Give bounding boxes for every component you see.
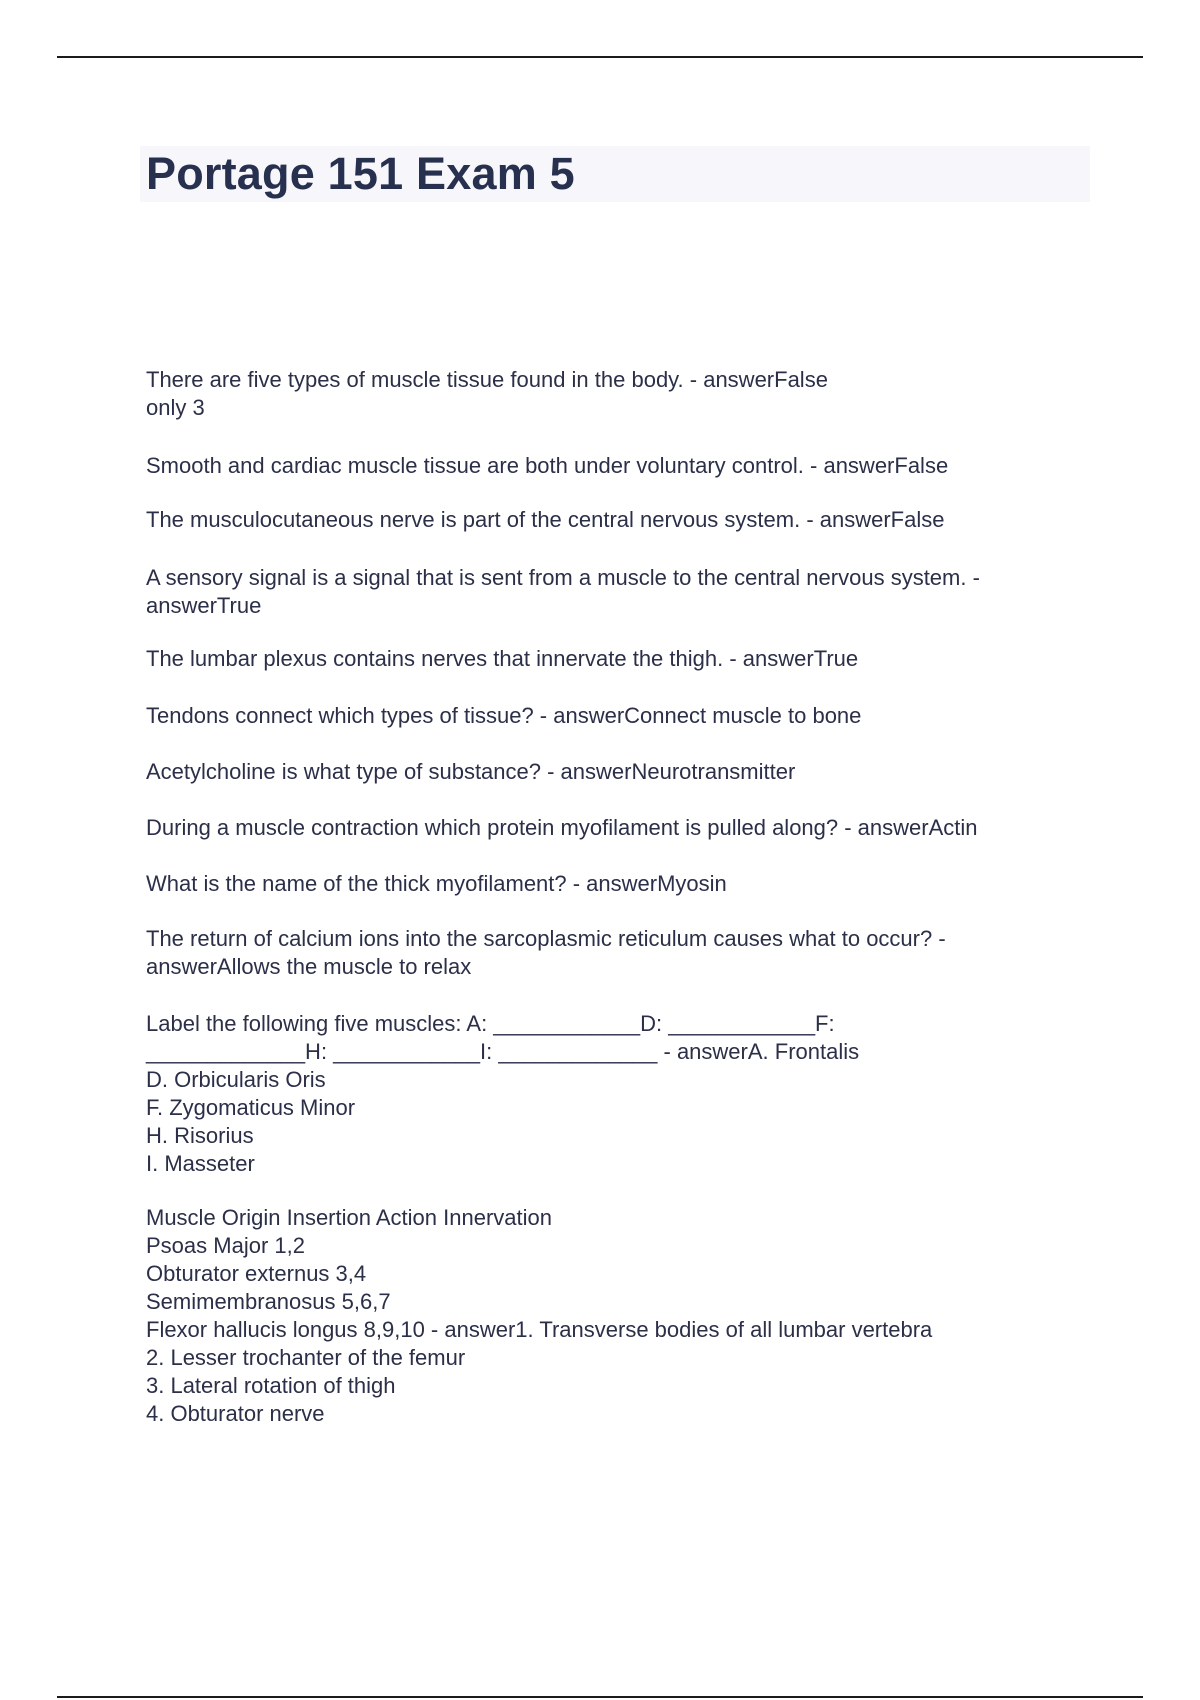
qa-line: There are five types of muscle tissue found in the body. - answerFalse <box>146 367 828 392</box>
qa-line: Psoas Major 1,2 <box>146 1233 305 1258</box>
page-title: Portage 151 Exam 5 <box>146 148 575 199</box>
qa-item-1 <box>146 366 1096 422</box>
qa-line: Smooth and cardiac muscle tissue are both under voluntary control. - answerFalse <box>146 453 949 478</box>
qa-item-8 <box>146 814 1096 842</box>
qa-line: The lumbar plexus contains nerves that innervate the thigh. - answerTrue <box>146 646 859 671</box>
qa-line: Flexor hallucis longus 8,9,10 - answer1. Transverse bodies of all lumbar vertebra <box>146 1317 933 1342</box>
qa-line: 4. Obturator nerve <box>146 1401 325 1426</box>
qa-line: I. Masseter <box>146 1151 255 1176</box>
qa-item-4 <box>146 564 1096 620</box>
qa-item-6 <box>146 702 1096 730</box>
qa-item-11 <box>146 1010 1096 1178</box>
qa-line: Obturator externus 3,4 <box>146 1261 367 1286</box>
qa-line: Semimembranosus 5,6,7 <box>146 1289 391 1314</box>
qa-line: only 3 <box>146 395 205 420</box>
qa-line: H. Risorius <box>146 1123 254 1148</box>
qa-line: During a muscle contraction which protein myofilament is pulled along? - answerActin <box>146 815 978 840</box>
qa-line: The return of calcium ions into the sarcoplasmic reticulum causes what to occur? - <box>146 926 946 951</box>
qa-line: Acetylcholine is what type of substance? - answerNeurotransmitter <box>146 759 796 784</box>
qa-line: What is the name of the thick myofilament? - answerMyosin <box>146 871 727 896</box>
qa-line: Muscle Origin Insertion Action Innervation <box>146 1205 552 1230</box>
top-rule <box>57 56 1143 58</box>
qa-line: Tendons connect which types of tissue? - answerConnect muscle to bone <box>146 703 862 728</box>
bottom-rule <box>57 1696 1143 1698</box>
qa-line: The musculocutaneous nerve is part of the central nervous system. - answerFalse <box>146 507 945 532</box>
qa-item-10 <box>146 925 1096 981</box>
qa-item-3 <box>146 506 1096 534</box>
qa-item-12 <box>146 1204 1096 1428</box>
qa-item-9 <box>146 870 1096 898</box>
qa-line: 3. Lateral rotation of thigh <box>146 1373 396 1398</box>
qa-line: _____________H: ____________I: _____________ - answerA. Frontalis <box>146 1039 860 1064</box>
qa-item-2 <box>146 452 1096 480</box>
qa-line: F. Zygomaticus Minor <box>146 1095 356 1120</box>
qa-line: 2. Lesser trochanter of the femur <box>146 1345 466 1370</box>
qa-line: answerAllows the muscle to relax <box>146 954 472 979</box>
qa-line: A sensory signal is a signal that is sent from a muscle to the central nervous system. - <box>146 565 980 590</box>
qa-line: answerTrue <box>146 593 262 618</box>
qa-line: D. Orbicularis Oris <box>146 1067 326 1092</box>
qa-item-5 <box>146 645 1096 673</box>
qa-line: Label the following five muscles: A: ____________D: ____________F: <box>146 1011 835 1036</box>
qa-item-7 <box>146 758 1096 786</box>
